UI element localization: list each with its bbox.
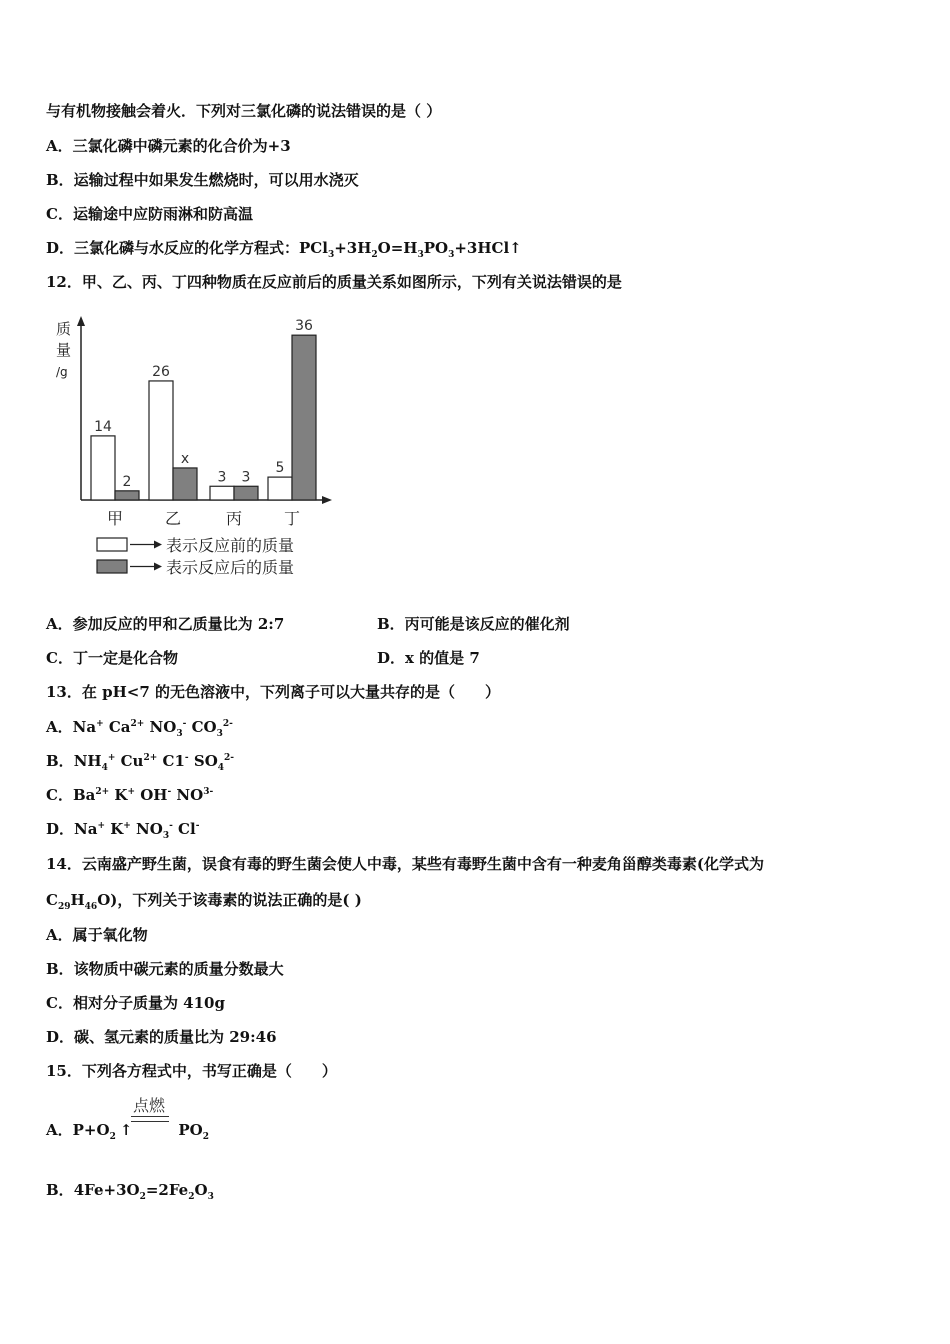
q12-option-a: A．参加反应的甲和乙质量比为 2:7 [46,615,285,633]
legend-swatch [97,538,127,551]
q11-option-b: B．运输过程中如果发生燃烧时，可以用水浇灭 [46,171,359,189]
q11-equation: $PCl_3+3H_2O=H_3PO_3+3HCl↑$ [299,239,522,260]
q14-option-d: D．碳、氢元素的质量比为 29:46 [46,1028,277,1046]
legend-arrow-icon [154,541,162,549]
bar-after-2 [234,486,258,500]
q14-stem: 14．云南盛产野生菌，误食有毒的野生菌会使人中毒，某些有毒野生菌中含有一种麦角甾醇类毒素(化学式为 [46,855,764,873]
q15-option-a: A．$P+O_2$ ↑ $PO_2$ [46,1121,210,1142]
legend-arrow-icon [154,563,162,571]
q12-option-d: D．x 的值是 7 [377,649,480,667]
legend-label: 表示反应后的质量 [166,558,295,577]
bar-before-2 [210,486,234,500]
bar-value-label: 36 [295,318,313,335]
q15-stem: 15．下列各方程式中，书写正确是（ ） [46,1062,337,1080]
q13-stem: 13．在 pH<7 的无色溶液中，下列离子可以大量共存的是（ ） [46,683,500,701]
q13-option-c: C．$Ba^{2+}$ K+ OH- $NO^{3-}$ [46,786,214,804]
bar-before-1 [149,381,173,500]
q14-option-c: C．相对分子质量为 410g [46,994,225,1012]
ignite-condition: 点燃 [133,1096,166,1115]
mass-bar-chart [44,306,344,591]
bar-value-label: 26 [152,363,170,380]
q14-option-a: A．属于氧化物 [46,926,148,944]
q13-option-b: B．$NH_4^+$ $Cu^{2+}$ C1- $SO_4^{2-}$ [46,752,235,773]
y-axis-label-char: /g [56,365,68,379]
q11-option-d [46,238,522,258]
bar-before-0 [91,436,115,500]
q11-option-c: C．运输途中应防雨淋和防高温 [46,205,253,223]
chart-svg [44,306,344,591]
legend-swatch [97,560,127,573]
bar-value-label: 14 [94,418,112,435]
bar-value-label: 3 [217,469,227,486]
bar-after-1 [173,468,197,500]
bar-value-label: x [180,450,190,467]
category-label: 丁 [283,509,301,528]
bar-value-label: 5 [275,460,285,477]
q11-option-a: A．三氯化磷中磷元素的化合价为+3 [46,137,291,155]
q13-option-a: A．Na+ $Ca^{2+}$ $NO_3^-$ $CO_3^{2-}$ [46,718,233,739]
bar-value-label: 3 [241,469,251,486]
bar-before-3 [268,477,292,500]
q11-stem-tail: 与有机物接触会着火．下列对三氯化磷的说法错误的是（ ） [46,102,442,120]
category-label: 乙 [164,509,182,528]
x-axis-arrow [322,496,332,504]
y-axis-arrow [77,316,85,326]
y-axis-label-char: 量 [56,341,72,359]
q13-option-d: D．Na+ K+ $NO_3^-$ Cl- [46,820,200,841]
category-label: 丙 [225,509,243,528]
legend-label: 表示反应前的质量 [166,536,295,555]
q11-option-d-prefix: D．三氯化磷与水反应的化学方程式： [46,239,300,257]
q12-stem: 12．甲、乙、丙、丁四种物质在反应前后的质量关系如图所示，下列有关说法错误的是 [46,273,622,291]
bar-value-label: 2 [122,473,132,490]
q12-option-c: C．丁一定是化合物 [46,649,178,667]
up-arrow-icon: ↑ [119,1121,133,1139]
bar-after-0 [115,491,139,500]
bar-after-3 [292,335,316,500]
q15-option-b: B．$4Fe+3O_2=2Fe_2O_3$ [46,1181,214,1202]
q14-option-b: B．该物质中碳元素的质量分数最大 [46,960,284,978]
q14-stem-line2: $C_{29}H_{46}O$)，下列关于该毒素的说法正确的是( ) [46,891,362,912]
y-axis-label-char: 质 [56,320,72,338]
q12-option-b: B．丙可能是该反应的催化剂 [377,615,570,633]
category-label: 甲 [106,509,124,528]
